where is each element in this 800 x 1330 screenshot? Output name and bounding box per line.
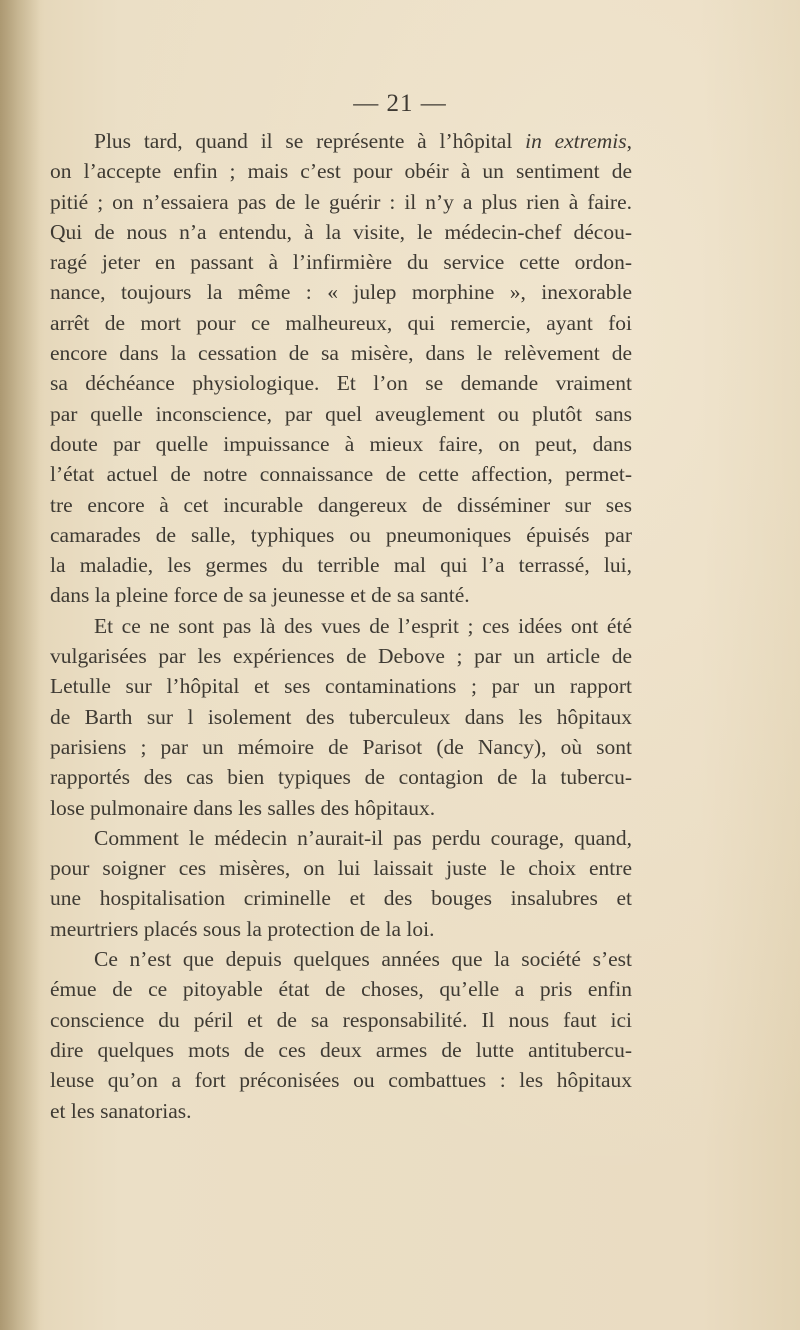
page-number: — 21 — [353,90,447,117]
text-line: et les sanatorias. [50,1098,192,1123]
text-line: arrêt de mort pour ce malheureux, qui remercie, ayant foi [50,310,632,335]
text-line: on l’accepte enfin ; mais c’est pour obéir à un sentiment de [50,159,632,184]
text-line: camarades de salle, typhiques ou pneumoniques épuisés par [50,522,632,547]
body-text [50,126,632,1126]
text-line: pitié ; on n’essaiera pas de le guérir : il n’y a plus rien à faire. [50,189,632,214]
text-line: Letulle sur l’hôpital et ses contaminations ; par un rapport [50,674,632,699]
text-line: une hospitalisation criminelle et des bouges insalubres et [50,886,632,911]
text-line: Qui de nous n’a entendu, à la visite, le médecin-chef décou- [50,219,632,244]
text-line: pour soigner ces misères, on lui laissait juste le choix entre [50,856,632,881]
text-line: la maladie, les germes du terrible mal qui l’a terrassé, lui, [50,553,632,578]
binding-edge-shadow [0,0,40,1330]
text-line: dans la pleine force de sa jeunesse et de sa santé. [50,583,470,608]
text-line: rapportés des cas bien typiques de contagion de la tubercu- [50,765,632,790]
text-line: de Barth sur l isolement des tuberculeux dans les hôpitaux [50,704,632,729]
text-line: par quelle inconscience, par quel aveuglement ou plutôt sans [50,401,632,426]
text-line: émue de ce pitoyable état de choses, qu’elle a pris enfin [50,977,632,1002]
text-line: l’état actuel de notre connaissance de cette affection, permet- [50,462,632,487]
text-line: Et ce ne sont pas là des vues de l’esprit ; ces idées ont été [94,613,632,638]
text-line: encore dans la cessation de sa misère, dans le relèvement de [50,341,632,366]
text-line: vulgarisées par les expériences de Debove ; par un article de [50,644,632,669]
text-line: nance, toujours la même : « julep morphine », inexorable [50,280,632,305]
text-line: Ce n’est que depuis quelques années que la société s’est [94,947,632,972]
text-line: sa déchéance physiologique. Et l’on se demande vraiment [50,371,632,396]
text-line: Comment le médecin n’aurait-il pas perdu courage, quand, [94,825,632,850]
text-line: Plus tard, quand il se représente à l’hôpital in extremis, [94,129,632,153]
text-line: meurtriers placés sous la protection de la loi. [50,916,435,941]
text-line: tre encore à cet incurable dangereux de disséminer sur ses [50,492,632,517]
text-line: leuse qu’on a fort préconisées ou combattues : les hôpitaux [50,1068,632,1093]
text-line: lose pulmonaire dans les salles des hôpitaux. [50,795,436,820]
text-line: conscience du péril et de sa responsabilité. Il nous faut ici [50,1007,632,1032]
text-line: ragé jeter en passant à l’infirmière du service cette ordon- [50,250,632,275]
text-line: dire quelques mots de ces deux armes de lutte antitubercu- [50,1037,632,1062]
text-line: doute par quelle impuissance à mieux faire, on peut, dans [50,431,632,456]
text-line: parisiens ; par un mémoire de Parisot (de Nancy), où sont [50,734,632,759]
